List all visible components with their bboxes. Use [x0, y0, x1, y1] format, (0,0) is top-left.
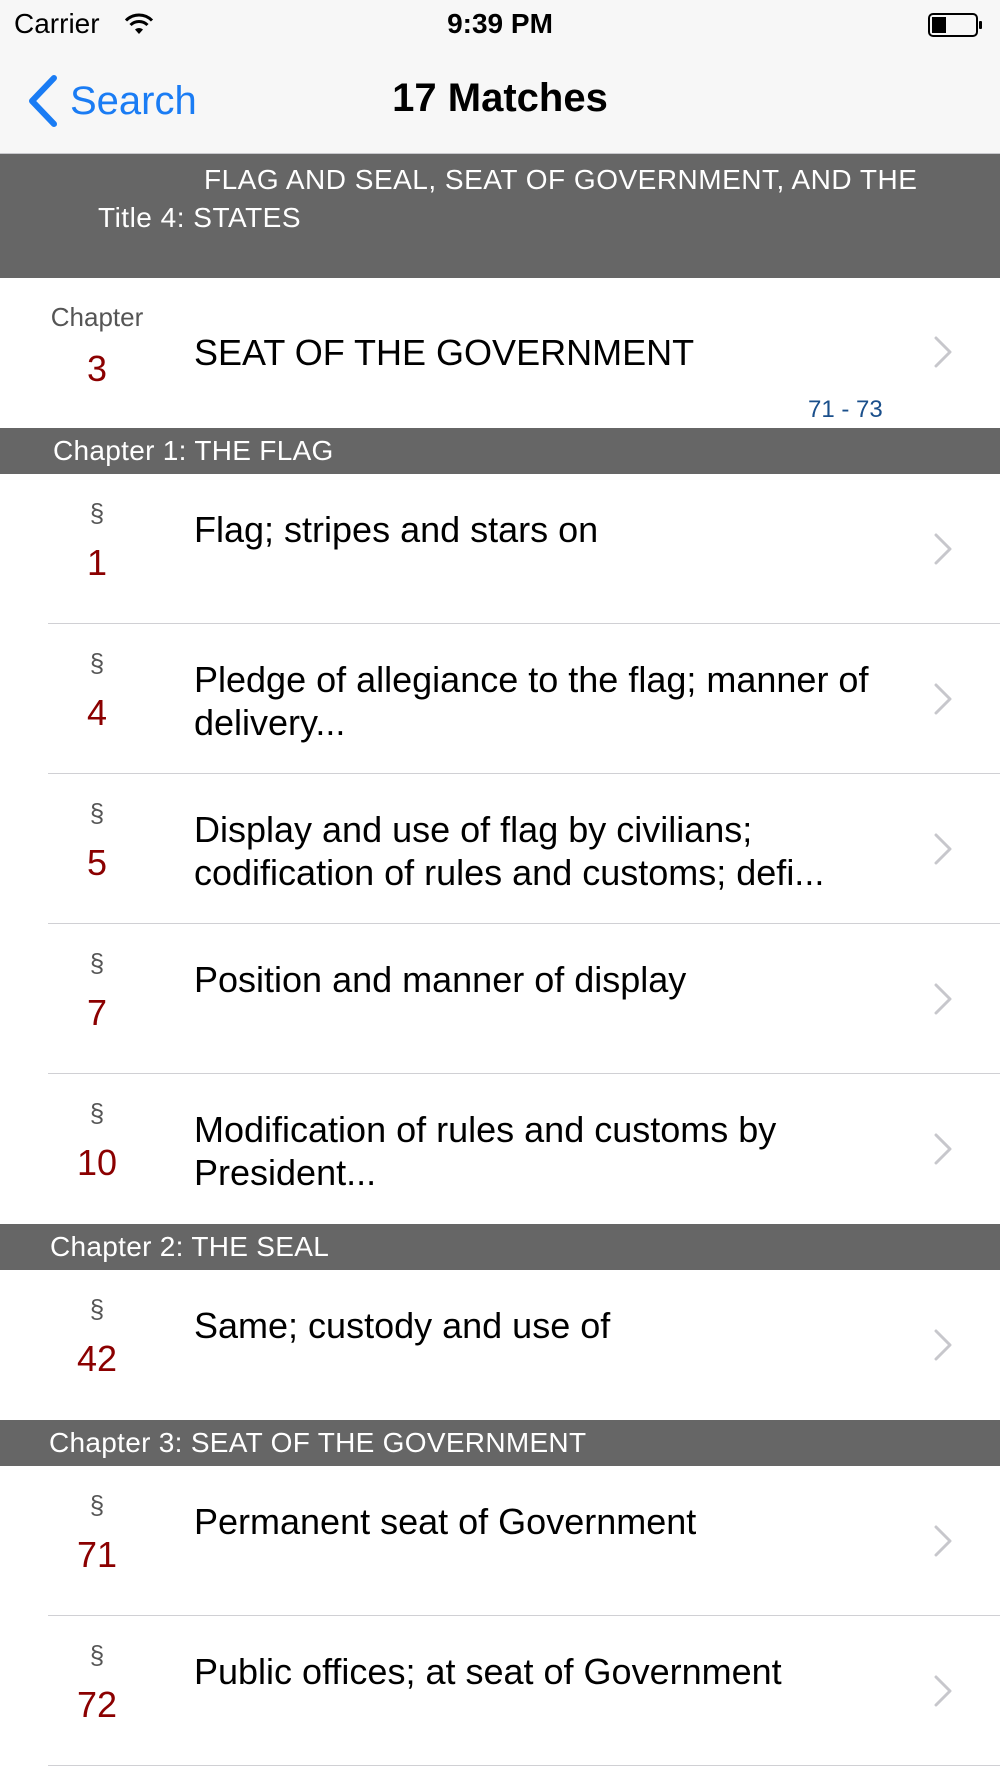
section-title: Pledge of allegiance to the flag; manner of delivery... [194, 659, 869, 743]
section-row[interactable] [0, 1466, 1000, 1616]
chevron-right-icon [934, 1329, 952, 1361]
chapter-title: SEAT OF THE GOVERNMENT [194, 332, 695, 373]
chevron-right-icon [934, 983, 952, 1015]
chevron-right-icon [934, 1133, 952, 1165]
title-header-line1: FLAG AND SEAL, SEAT OF GOVERNMENT, AND THE [204, 164, 918, 195]
section-symbol: § [89, 1294, 105, 1324]
section-symbol: § [89, 498, 105, 528]
section-symbol: § [89, 1640, 105, 1670]
chevron-right-icon [934, 1525, 952, 1557]
section-row[interactable] [0, 474, 1000, 624]
section-number: 42 [76, 1338, 118, 1379]
title-header-line2: Title 4: STATES [98, 202, 302, 233]
chevron-right-icon [934, 1675, 952, 1707]
section-title: Modification of rules and customs by President... [194, 1109, 777, 1193]
section-number: 72 [76, 1684, 118, 1725]
section-title: Flag; stripes and stars on [194, 509, 599, 550]
chapter-number: 3 [86, 348, 108, 389]
chapter-label: Chapter [50, 302, 144, 332]
section-title: Public offices; at seat of Government [194, 1651, 782, 1692]
chapter-range: 71 - 73 [808, 396, 883, 423]
title-header [0, 154, 1000, 278]
section-row[interactable] [0, 774, 1000, 924]
section-symbol: § [89, 798, 105, 828]
page-title: 17 Matches [392, 76, 608, 120]
section-header-chapter-1: Chapter 1: THE FLAG [0, 428, 1000, 474]
carrier-label: Carrier [14, 8, 100, 39]
section-header-chapter-2: Chapter 2: THE SEAL [0, 1224, 1000, 1270]
chapter-result-row[interactable] [0, 278, 1000, 428]
section-number: 1 [86, 542, 108, 583]
section-row[interactable] [0, 1616, 1000, 1766]
section-number: 5 [86, 842, 108, 883]
section-symbol: § [89, 1490, 105, 1520]
battery-icon [928, 12, 984, 38]
status-bar [0, 0, 1000, 50]
section-row[interactable] [0, 1074, 1000, 1224]
section-number: 7 [86, 992, 108, 1033]
back-button-label: Search [70, 78, 197, 123]
section-title: Position and manner of display [194, 959, 687, 1000]
section-row[interactable] [0, 624, 1000, 774]
section-row[interactable] [0, 1270, 1000, 1420]
row-divider [48, 1765, 1000, 1766]
section-number: 4 [86, 692, 108, 733]
section-symbol: § [89, 1098, 105, 1128]
section-symbol: § [89, 948, 105, 978]
section-row[interactable] [0, 924, 1000, 1074]
section-number: 10 [76, 1142, 118, 1183]
section-number: 71 [76, 1534, 118, 1575]
chevron-right-icon [934, 683, 952, 715]
section-title: Display and use of flag by civilians; codification of rules and customs; defi... [194, 809, 825, 893]
chevron-right-icon [934, 533, 952, 565]
chevron-right-icon [934, 833, 952, 865]
status-time: 9:39 PM [447, 8, 553, 39]
section-header-chapter-3: Chapter 3: SEAT OF THE GOVERNMENT [0, 1420, 1000, 1466]
chevron-right-icon [934, 336, 952, 368]
section-title: Same; custody and use of [194, 1305, 611, 1346]
navigation-bar [0, 50, 1000, 154]
section-title: Permanent seat of Government [194, 1501, 697, 1542]
section-symbol: § [89, 648, 105, 678]
